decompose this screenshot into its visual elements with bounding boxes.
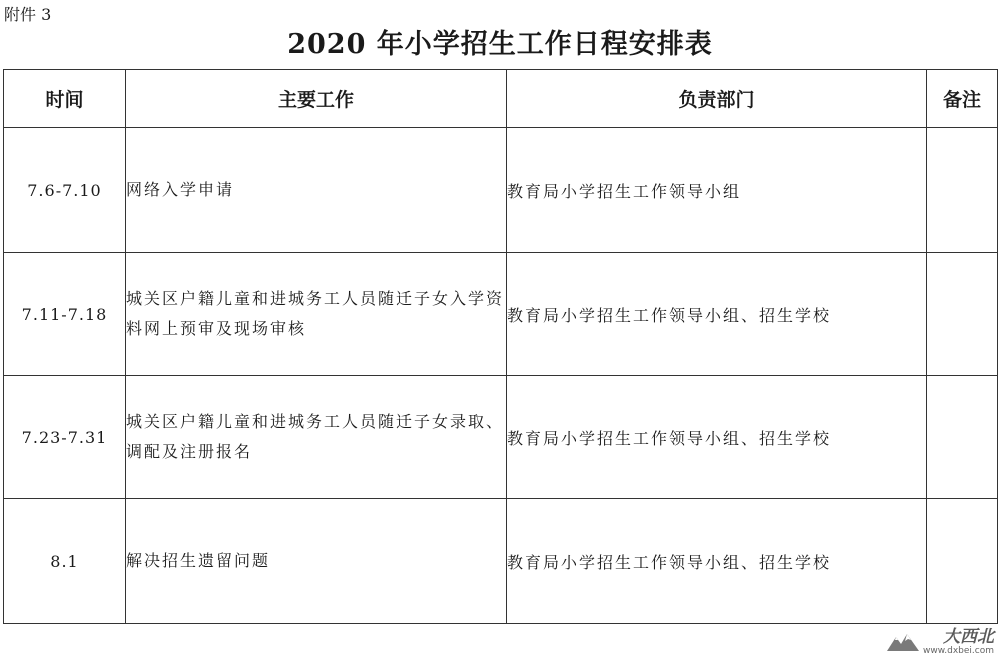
schedule-table	[3, 69, 998, 624]
watermark-url: www.dxbei.com	[923, 646, 994, 656]
remarks-cell	[927, 499, 998, 624]
header-remarks: 备注	[927, 70, 998, 128]
task-cell: 网络入学申请	[126, 128, 507, 253]
time-cell: 7.23-7.31	[4, 376, 126, 499]
remarks-cell	[927, 376, 998, 499]
attachment-label: 附件 3	[4, 5, 52, 24]
watermark	[886, 628, 994, 656]
table-row	[4, 376, 998, 499]
department-cell: 教育局小学招生工作领导小组	[507, 128, 927, 253]
remarks-cell	[927, 253, 998, 376]
task-cell: 解决招生遗留问题	[126, 499, 507, 624]
task-cell: 城关区户籍儿童和进城务工人员随迁子女入学资料网上预审及现场审核	[126, 253, 507, 376]
watermark-name: 大西北	[943, 627, 994, 647]
time-cell: 7.11-7.18	[4, 253, 126, 376]
table-row	[4, 499, 998, 624]
time-cell: 7.6-7.10	[4, 128, 126, 253]
page-title: 2020 年小学招生工作日程安排表	[287, 29, 713, 60]
mountain-logo-icon	[886, 631, 920, 653]
department-cell: 教育局小学招生工作领导小组、招生学校	[507, 253, 927, 376]
task-cell: 城关区户籍儿童和进城务工人员随迁子女录取、调配及注册报名	[126, 376, 507, 499]
table-row	[4, 253, 998, 376]
time-cell: 8.1	[4, 499, 126, 624]
header-time: 时间	[4, 70, 126, 128]
table-header-row	[4, 70, 998, 128]
header-department: 负责部门	[507, 70, 927, 128]
header-main-work: 主要工作	[126, 70, 507, 128]
department-cell: 教育局小学招生工作领导小组、招生学校	[507, 499, 927, 624]
table-row	[4, 128, 998, 253]
department-cell: 教育局小学招生工作领导小组、招生学校	[507, 376, 927, 499]
remarks-cell	[927, 128, 998, 253]
